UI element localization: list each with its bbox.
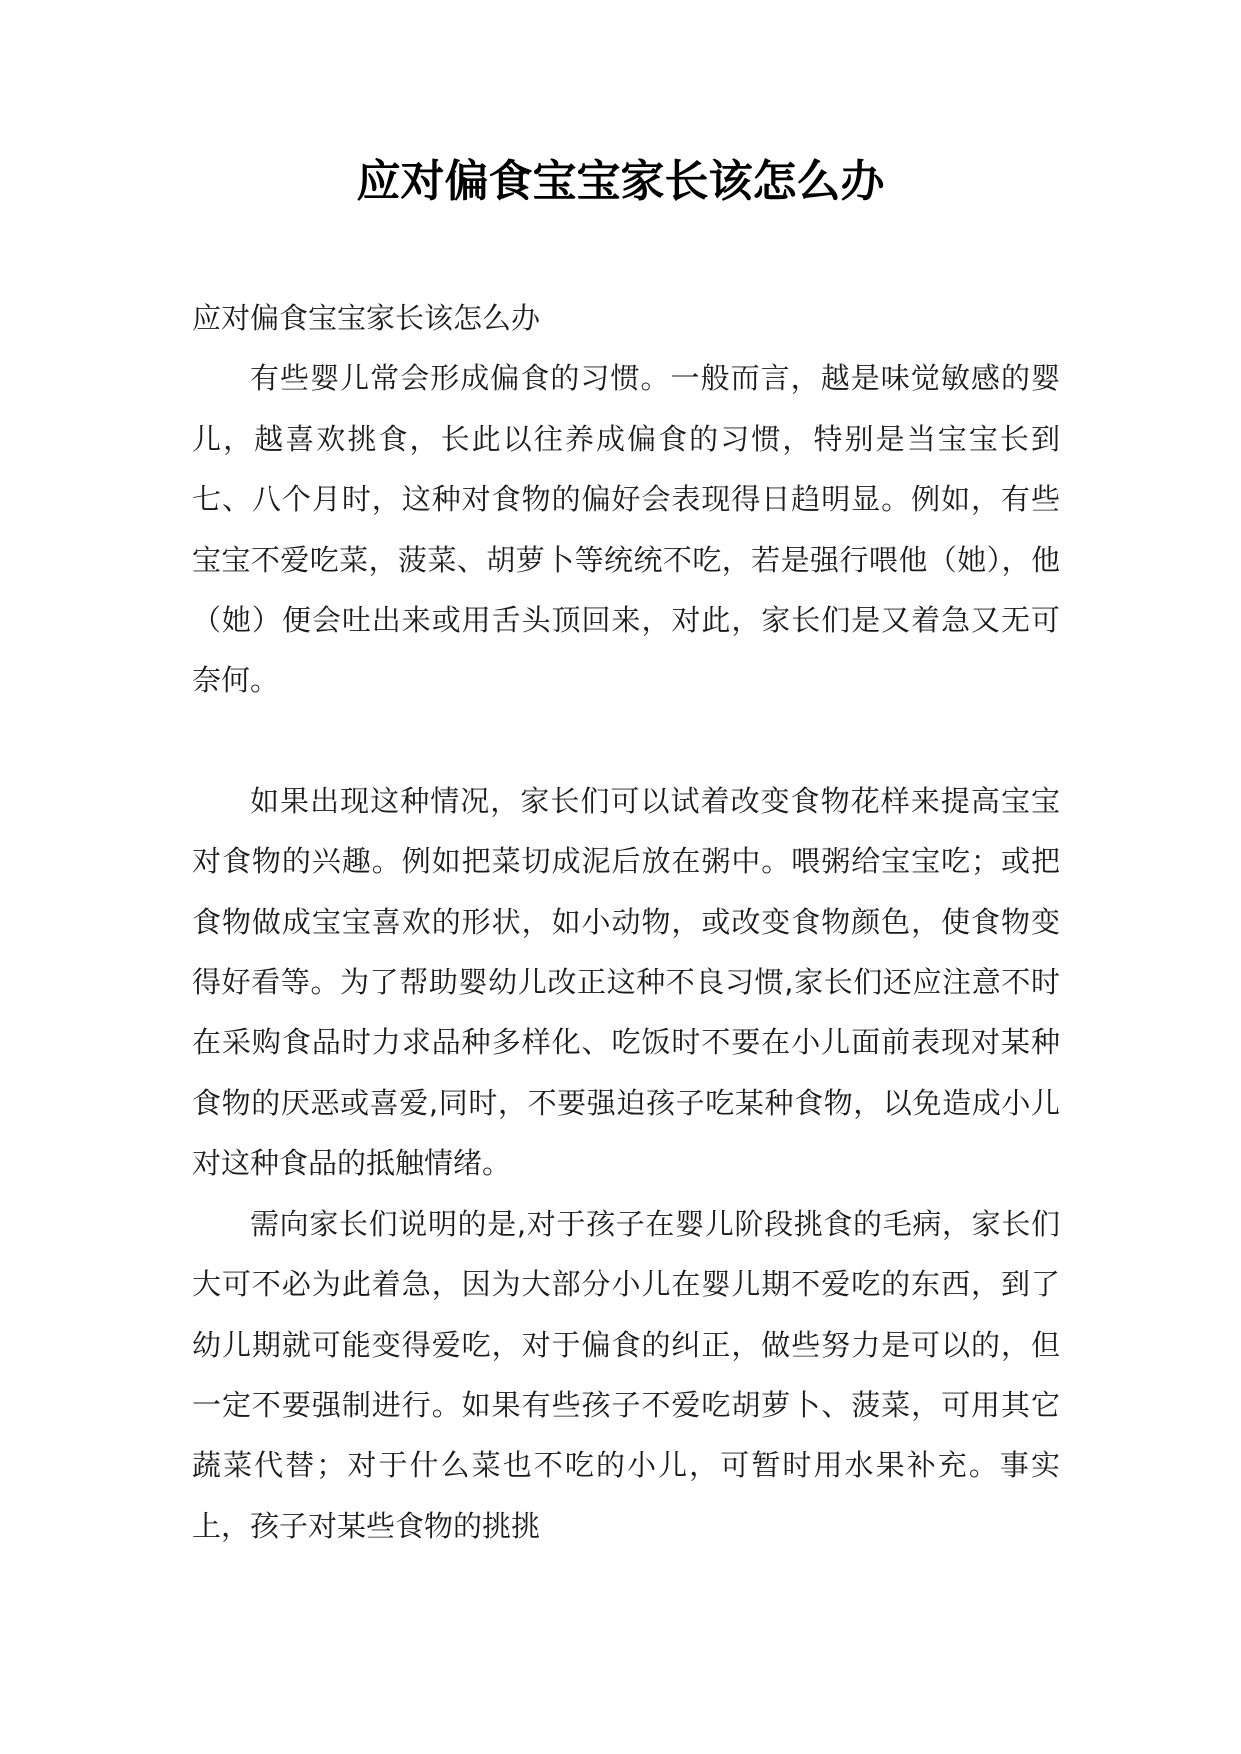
- document-title: 应对偏食宝宝家长该怎么办: [356, 156, 885, 207]
- paragraph-3: 需向家长们说明的是,对于孩子在婴儿阶段挑食的毛病，家长们大可不必为此着急，因为大部分小儿在婴儿期不爱吃的东西，到了幼儿期就可能变得爱吃，对于偏食的纠正，做些努力是可以的，但一定不要强制进行。如果有些孩子不爱吃胡萝卜、菠菜，可用其它蔬菜代替；对于什么菜也不吃的小儿，可暂时用水果补充。事实上，孩子对某些食物的挑挑: [192, 1206, 1060, 1543]
- paragraph-1: 有些婴儿常会形成偏食的习惯。一般而言，越是味觉敏感的婴儿，越喜欢挑食，长此以往养成偏食的习惯，特别是当宝宝长到七、八个月时，这种对食物的偏好会表现得日趋明显。例如，有些宝宝不爱吃菜，菠菜、胡萝卜等统统不吃，若是强行喂他（她），他（她）便会吐出来或用舌头顶回来，对此，家长们是又着急又无可奈何。: [192, 361, 1060, 698]
- subtitle-line: 应对偏食宝宝家长该怎么办: [192, 301, 541, 335]
- document-body: [192, 288, 1060, 1556]
- paragraph-2: 如果出现这种情况，家长们可以试着改变食物花样来提高宝宝对食物的兴趣。例如把菜切成泥后放在粥中。喂粥给宝宝吃；或把食物做成宝宝喜欢的形状，如小动物，或改变食物颜色，使食物变得好看等。为了帮助婴幼儿改正这种不良习惯,家长们还应注意不时在采购食品时力求品种多样化、吃饭时不要在小儿面前表现对某种食物的厌恶或喜爱,同时，不要强迫孩子吃某种食物，以免造成小儿对这种食品的抵触情绪。: [192, 783, 1060, 1181]
